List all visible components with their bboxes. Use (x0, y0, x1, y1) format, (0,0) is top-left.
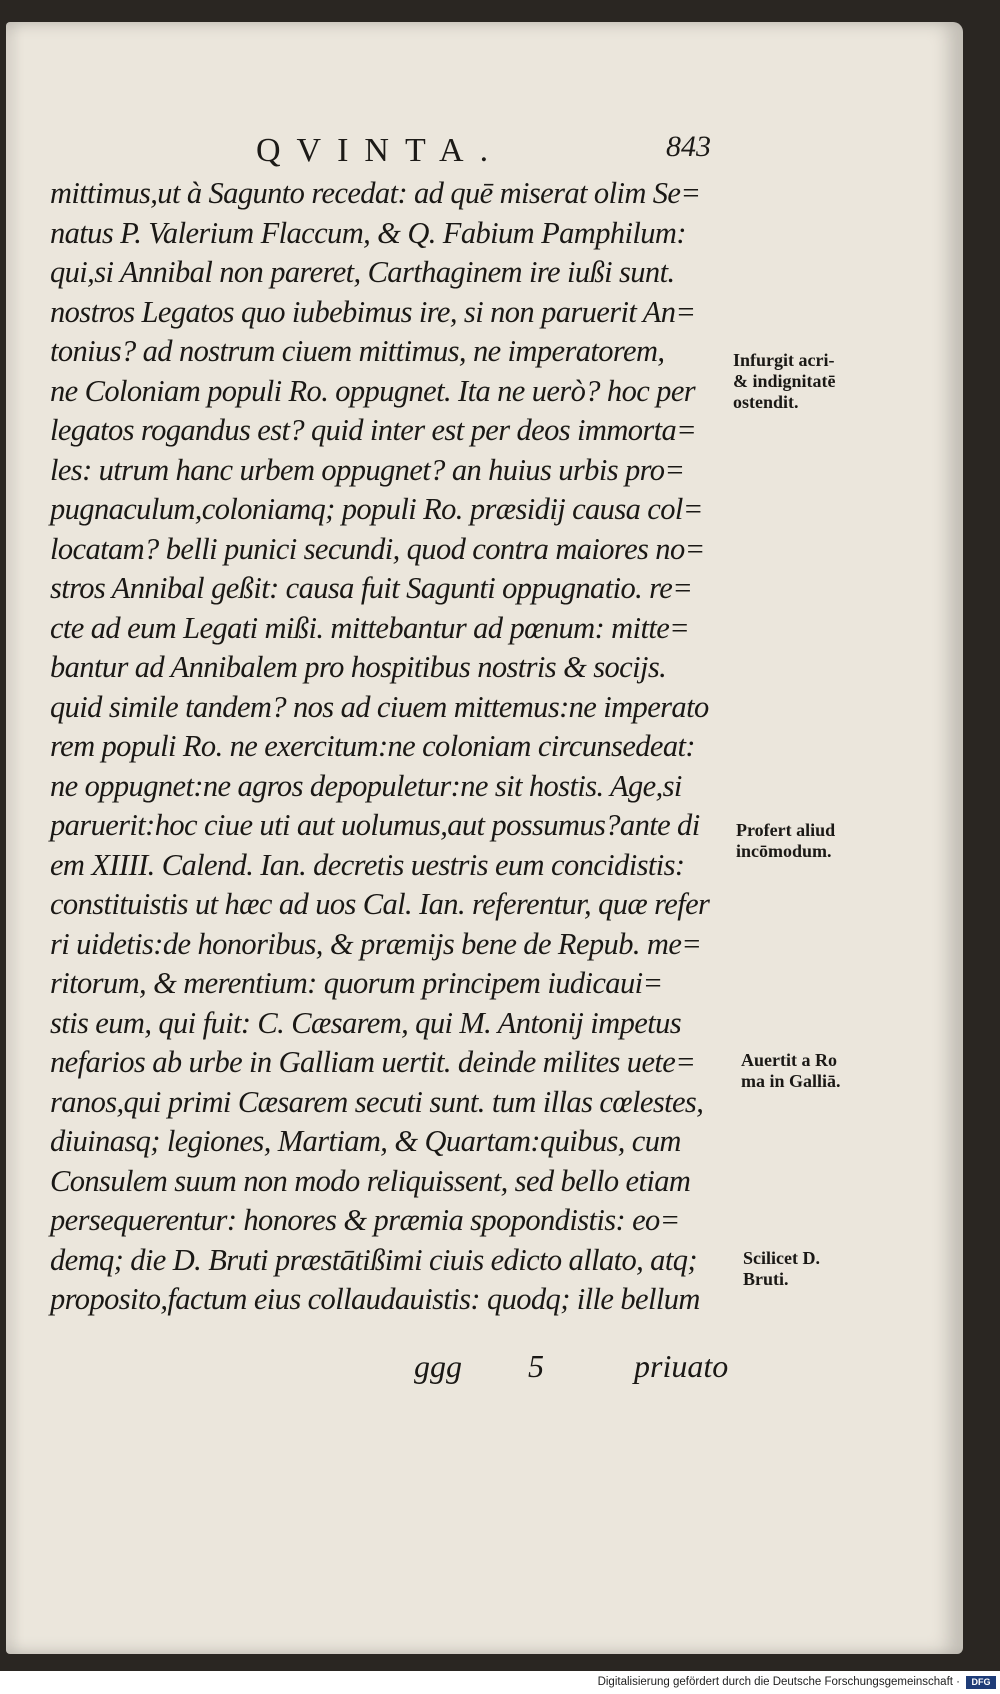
margin-note-line: Profert aliud (736, 820, 836, 840)
text-line: constituistis ut hæc ad uos Cal. Ian. referentur, quæ refer (50, 887, 710, 921)
text-line: cte ad eum Legati mißi. mittebantur ad pœnum: mitte= (50, 610, 690, 645)
margin-note-line: Scilicet D. (743, 1248, 820, 1268)
margin-note (733, 350, 883, 413)
dfg-logo: DFG (966, 1676, 996, 1689)
margin-note-line: ostendit. (733, 392, 799, 412)
text-line: legatos rogandus est? quid inter est per deos immorta= (50, 413, 697, 447)
funding-credit: Digitalisierung gefördert durch die Deutsche Forschungsgemeinschaft · (597, 1676, 960, 1688)
digitization-footer (0, 1671, 1000, 1694)
text-line: qui,si Annibal non pareret, Carthaginem ire iußi sunt. (50, 255, 675, 289)
text-line: ritorum, & merentium: quorum principem iudicaui= (50, 966, 663, 1000)
text-line: ne Coloniam populi Ro. oppugnet. Ita ne uerò? hoc per (50, 373, 696, 408)
catchline (6, 1348, 963, 1392)
text-line: ri uidetis:de honoribus, & præmijs bene de Repub. me= (50, 926, 702, 961)
text-line: proposito,factum eius collaudauistis: quodq; ille bellum (50, 1282, 700, 1316)
margin-note-line: Infurgit acri- (733, 350, 835, 370)
text-line: les: utrum hanc urbem oppugnet? an huius urbis pro= (50, 452, 685, 487)
margin-note-line: Auertit a Ro (741, 1050, 837, 1070)
text-line: nostros Legatos quo iubebimus ire, si non paruerit An= (50, 294, 696, 329)
main-text-block (50, 174, 730, 1320)
margin-note (741, 1050, 891, 1092)
margin-note-line: Bruti. (743, 1269, 789, 1289)
text-line: Consulem suum non modo reliquissent, sed bello etiam (50, 1163, 691, 1198)
margin-note-line: ma in Galliā. (741, 1071, 841, 1091)
margin-note-line: & indignitatē (733, 371, 836, 391)
text-line: persequerentur: honores & præmia spopondistis: eo= (50, 1203, 680, 1237)
signature-mark: ggg (414, 1348, 462, 1384)
text-line: ranos,qui primi Cæsarem secuti sunt. tum illas cœlestes, (50, 1084, 704, 1119)
text-line: nefarios ab urbe in Galliam uertit. deinde milites uete= (50, 1045, 696, 1079)
text-line: em XIIII. Calend. Ian. decretis uestris eum concidistis: (50, 847, 685, 882)
text-line: bantur ad Annibalem pro hospitibus nostris & socijs. (50, 650, 667, 684)
catchword: priuato (634, 1348, 729, 1384)
signature-number: 5 (528, 1348, 544, 1384)
text-line: rem populi Ro. ne exercitum:ne coloniam circunsedeat: (50, 729, 695, 763)
text-line: tonius? ad nostrum ciuem mittimus, ne imperatorem, (50, 334, 665, 368)
running-head: QVINTA. (256, 132, 505, 169)
folio-number: 843 (666, 130, 711, 163)
text-line: stis eum, qui fuit: C. Cæsarem, qui M. Antonij impetus (50, 1005, 681, 1040)
text-line: diuinasq; legiones, Martiam, & Quartam:quibus, cum (50, 1124, 681, 1158)
text-line: locatam? belli punici secundi, quod contra maiores no= (50, 531, 705, 566)
text-line: ne oppugnet:ne agros depopuletur:ne sit hostis. Age,si (50, 768, 682, 803)
text-line: stros Annibal geßit: causa fuit Sagunti oppugnatio. re= (50, 571, 693, 605)
text-line: mittimus,ut à Sagunto recedat: ad quē miserat olim Se= (50, 176, 701, 210)
text-line: quid simile tandem? nos ad ciuem mittemus:ne imperato (50, 689, 709, 724)
text-line: demq; die D. Bruti præstātißimi ciuis edicto allato, atq; (50, 1242, 697, 1277)
page-header (6, 104, 963, 169)
text-line: pugnaculum,coloniamq; populi Ro. præsidij causa col= (50, 492, 703, 526)
margin-note (736, 820, 886, 862)
margin-note-line: incōmodum. (736, 841, 832, 861)
text-line: natus P. Valerium Flaccum, & Q. Fabium Pamphilum: (50, 215, 686, 250)
margin-note (743, 1248, 893, 1290)
text-line: paruerit:hoc ciue uti aut uolumus,aut possumus?ante di (50, 808, 700, 842)
book-page (6, 22, 963, 1654)
